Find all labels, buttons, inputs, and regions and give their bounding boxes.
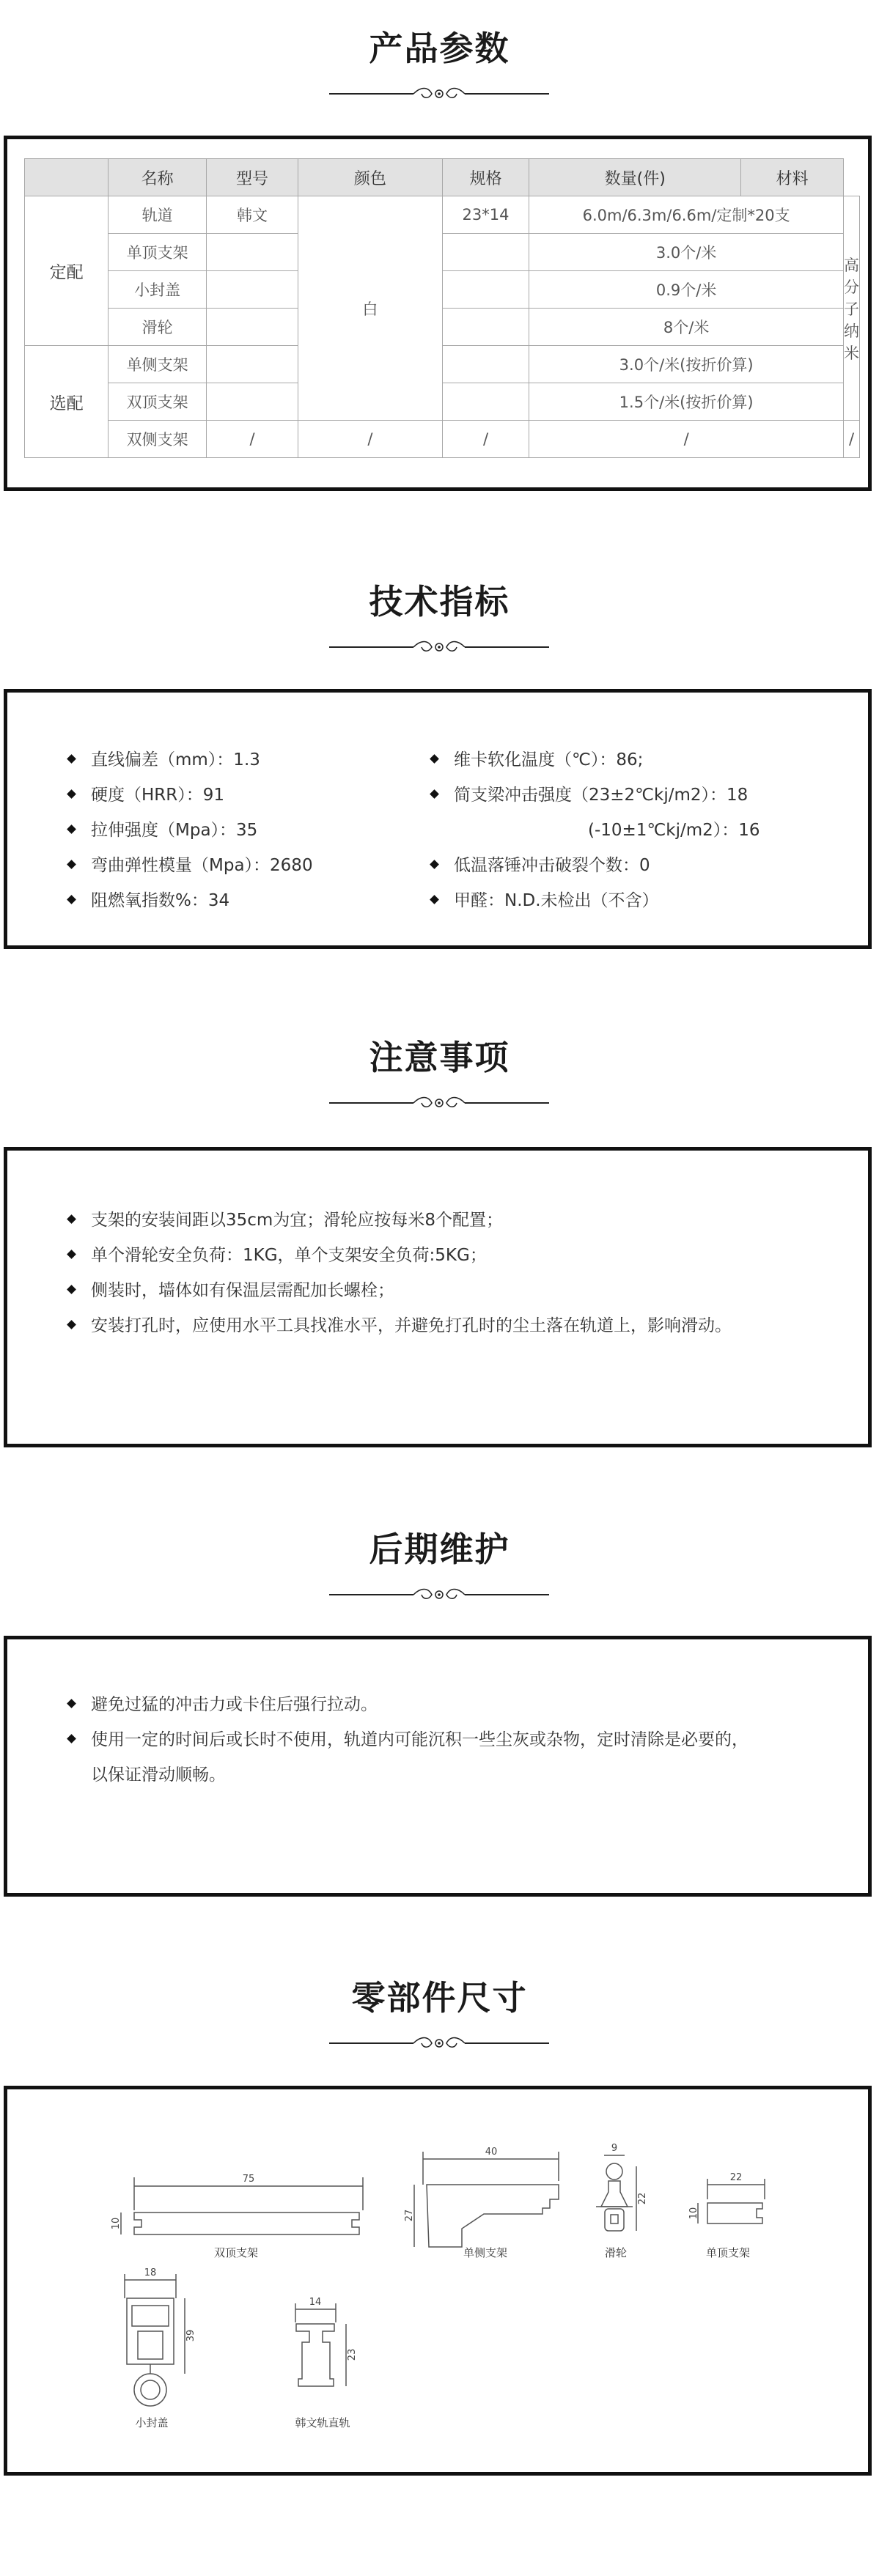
cell-spec xyxy=(442,346,529,383)
cell-spec xyxy=(442,309,529,346)
group-optional: 选配 xyxy=(25,346,109,458)
table-row xyxy=(25,271,860,309)
maintenance-item-continued: 以保证滑动顺畅。 xyxy=(91,1765,226,1785)
note-item: 支架的安装间距以35cm为宜；滑轮应按每米8个配置； xyxy=(68,1206,503,1230)
cell-color-merged: 白 xyxy=(298,196,442,421)
tech-item: 简支梁冲击强度（23±2℃kj/m2）：18 xyxy=(431,781,748,805)
table-row xyxy=(25,196,860,234)
table-row xyxy=(25,421,860,458)
bullet-icon xyxy=(430,754,439,764)
cell-spec: 23*14 xyxy=(442,196,529,234)
rail-label: 韩文轨直轨 xyxy=(295,2416,350,2429)
cell-qty: 6.0m/6.3m/6.6m/定制*20支 xyxy=(529,196,844,234)
cell-qty: 1.5个/米(按折价算) xyxy=(529,383,844,421)
bullet-icon xyxy=(430,860,439,869)
cell-qty: 8个/米 xyxy=(529,309,844,346)
double-top-width: 75 xyxy=(242,2174,255,2185)
bullet-icon xyxy=(430,895,439,904)
table-row xyxy=(25,234,860,271)
divider-ornament xyxy=(329,638,549,656)
cell-material: / xyxy=(844,421,860,458)
end-cap-label: 小封盖 xyxy=(135,2416,169,2429)
note-item: 单个滑轮安全负荷：1KG，单个支架安全负荷:5KG； xyxy=(68,1241,487,1266)
params-table xyxy=(24,158,860,458)
single-side-label: 单侧支架 xyxy=(463,2246,508,2259)
pulley-height: 22 xyxy=(637,2192,648,2205)
tech-item: 直线偏差（mm）：1.3 xyxy=(68,746,260,770)
divider-ornament xyxy=(329,2034,549,2052)
header-qty: 数量(件) xyxy=(529,159,741,196)
table-row xyxy=(25,309,860,346)
cell-model xyxy=(207,346,298,383)
maintenance-item: 避免过猛的冲击力或卡住后强行拉动。 xyxy=(68,1691,378,1715)
bullet-icon xyxy=(67,1250,76,1259)
tech-item: 拉伸强度（Mpa）：35 xyxy=(68,816,257,841)
single-top-label: 单顶支架 xyxy=(705,2246,751,2259)
header-spec: 规格 xyxy=(442,159,529,196)
bullet-icon xyxy=(67,1320,76,1329)
section-title-parts: 零部件尺寸 xyxy=(351,1978,528,2018)
section-title-maintenance: 后期维护 xyxy=(369,1529,510,1569)
cell-model: 韩文 xyxy=(207,196,298,234)
note-item: 侧装时，墙体如有保温层需配加长螺栓； xyxy=(68,1277,394,1301)
cell-name: 单侧支架 xyxy=(109,346,207,383)
notes-panel xyxy=(4,1147,872,1447)
parts-panel xyxy=(4,2086,872,2476)
cell-spec xyxy=(442,234,529,271)
bullet-icon xyxy=(67,1285,76,1294)
tech-item: 弯曲弹性模量（Mpa）：2680 xyxy=(68,852,313,876)
double-top-bracket-drawing xyxy=(121,2177,363,2234)
end-cap-drawing xyxy=(125,2274,185,2406)
params-panel xyxy=(4,136,872,491)
header-material: 材料 xyxy=(741,159,844,196)
pulley-width: 9 xyxy=(611,2143,618,2154)
bullet-icon xyxy=(430,789,439,799)
header-model: 型号 xyxy=(207,159,298,196)
cell-name: 双侧支架 xyxy=(109,421,207,458)
section-title-params: 产品参数 xyxy=(369,29,510,68)
bullet-icon xyxy=(67,1699,76,1708)
maintenance-item: 使用一定的时间后或长时不使用，轨道内可能沉积一些尘灰或杂物，定时清除是必要的， xyxy=(68,1726,749,1750)
bullet-icon xyxy=(67,824,76,834)
cell-qty: 3.0个/米 xyxy=(529,234,844,271)
cell-spec xyxy=(442,271,529,309)
parts-drawing xyxy=(7,2089,868,2472)
bullet-icon xyxy=(67,789,76,799)
single-top-bracket-drawing xyxy=(698,2179,765,2223)
bullet-icon xyxy=(67,1214,76,1224)
table-row xyxy=(25,383,860,421)
rail-drawing xyxy=(295,2303,346,2386)
cell-name: 单顶支架 xyxy=(109,234,207,271)
note-item: 安装打孔时，应使用水平工具找准水平，并避免打孔时的尘土落在轨道上，影响滑动。 xyxy=(68,1312,732,1336)
tech-item-continued: (-10±1℃kj/m2）：16 xyxy=(588,821,760,840)
cell-name: 小封盖 xyxy=(109,271,207,309)
divider-ornament xyxy=(329,1094,549,1112)
single-side-bracket-drawing xyxy=(414,2152,559,2247)
header-name: 名称 xyxy=(109,159,207,196)
header-empty xyxy=(25,159,109,196)
cell-model xyxy=(207,383,298,421)
end-cap-height: 39 xyxy=(185,2329,196,2342)
cell-model xyxy=(207,309,298,346)
tech-item: 硬度（HRR）：91 xyxy=(68,781,224,805)
cell-spec: / xyxy=(442,421,529,458)
single-side-height: 27 xyxy=(404,2209,415,2222)
double-top-label: 双顶支架 xyxy=(213,2246,259,2259)
header-color: 颜色 xyxy=(298,159,442,196)
cell-qty: 0.9个/米 xyxy=(529,271,844,309)
bullet-icon xyxy=(67,754,76,764)
tech-item: 低温落锤冲击破裂个数：0 xyxy=(431,852,650,876)
cell-name: 滑轮 xyxy=(109,309,207,346)
cell-spec xyxy=(442,383,529,421)
section-title-tech: 技术指标 xyxy=(369,582,510,621)
maintenance-panel xyxy=(4,1636,872,1897)
double-top-height: 10 xyxy=(111,2217,122,2230)
tech-panel xyxy=(4,689,872,949)
tech-item: 甲醛：N.D.未检出（不含） xyxy=(431,887,659,911)
bullet-icon xyxy=(67,860,76,869)
end-cap-width: 18 xyxy=(144,2267,157,2278)
cell-model: / xyxy=(207,421,298,458)
group-standard: 定配 xyxy=(25,196,109,346)
rail-width: 14 xyxy=(309,2297,322,2308)
table-header-row xyxy=(25,159,860,196)
tech-item: 阻燃氧指数%：34 xyxy=(68,887,229,911)
rail-height: 23 xyxy=(347,2348,358,2361)
cell-name: 轨道 xyxy=(109,196,207,234)
tech-item: 维卡软化温度（℃）：86; xyxy=(431,746,643,770)
cell-color: / xyxy=(298,421,442,458)
cell-name: 双顶支架 xyxy=(109,383,207,421)
pulley-drawing xyxy=(596,2155,636,2231)
single-side-width: 40 xyxy=(485,2147,498,2158)
bullet-icon xyxy=(67,895,76,904)
bullet-icon xyxy=(67,1734,76,1743)
pulley-label: 滑轮 xyxy=(604,2246,628,2259)
divider-ornament xyxy=(329,1586,549,1603)
single-top-width: 22 xyxy=(729,2172,743,2183)
cell-qty: 3.0个/米(按折价算) xyxy=(529,346,844,383)
cell-qty: / xyxy=(529,421,844,458)
cell-model xyxy=(207,271,298,309)
cell-model xyxy=(207,234,298,271)
cell-material-merged: 高分子纳米 xyxy=(844,196,860,421)
divider-ornament xyxy=(329,85,549,103)
section-title-notes: 注意事项 xyxy=(369,1038,510,1077)
single-top-height: 10 xyxy=(688,2207,699,2220)
table-row xyxy=(25,346,860,383)
